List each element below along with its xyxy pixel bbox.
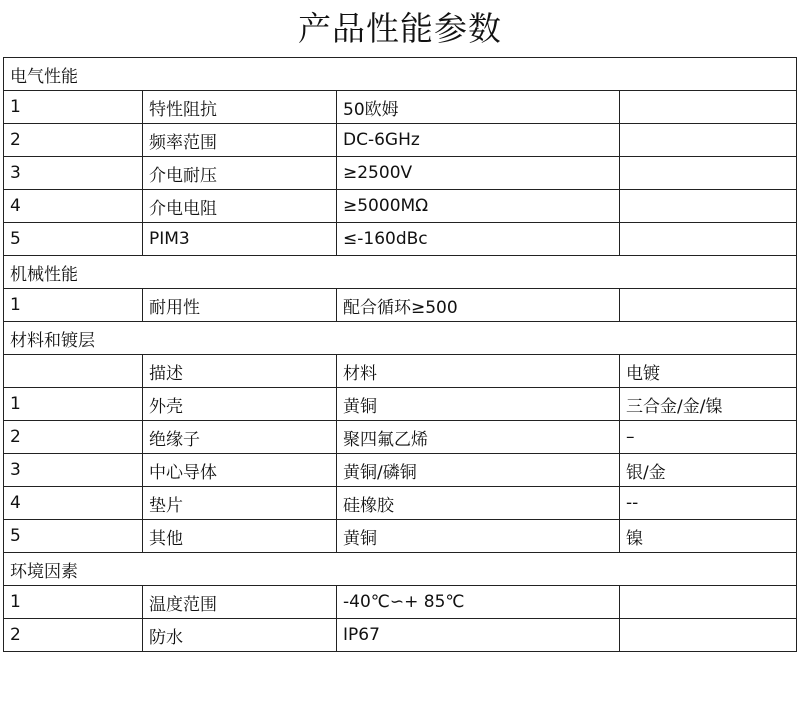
note-cell — [620, 91, 797, 124]
value-cell: 材料 — [337, 355, 620, 388]
section-header-row — [4, 58, 797, 91]
table-row — [4, 619, 797, 652]
parameter-cell: 绝缘子 — [143, 421, 337, 454]
note-cell: – — [620, 421, 797, 454]
parameter-cell: 介电电阻 — [143, 190, 337, 223]
section-title: 电气性能 — [4, 58, 797, 91]
note-cell — [620, 124, 797, 157]
value-cell: 黄铜 — [337, 520, 620, 553]
row-index-cell: 4 — [4, 190, 143, 223]
section-title: 环境因素 — [4, 553, 797, 586]
note-cell: 银/金 — [620, 454, 797, 487]
page-title: 产品性能参数 — [298, 9, 502, 48]
value-cell: 硅橡胶 — [337, 487, 620, 520]
parameter-cell: 特性阻抗 — [143, 91, 337, 124]
note-cell — [620, 157, 797, 190]
note-cell — [620, 190, 797, 223]
table-row — [4, 454, 797, 487]
value-cell: 黄铜 — [337, 388, 620, 421]
spec-table — [3, 57, 797, 652]
parameter-cell: 描述 — [143, 355, 337, 388]
table-row — [4, 124, 797, 157]
note-cell — [620, 619, 797, 652]
row-index-cell: 4 — [4, 487, 143, 520]
value-cell: 黄铜/磷铜 — [337, 454, 620, 487]
parameter-cell: 介电耐压 — [143, 157, 337, 190]
table-row — [4, 355, 797, 388]
parameter-cell: PIM3 — [143, 223, 337, 256]
parameter-cell: 防水 — [143, 619, 337, 652]
note-cell — [620, 223, 797, 256]
parameter-cell: 中心导体 — [143, 454, 337, 487]
parameter-cell: 外壳 — [143, 388, 337, 421]
parameter-cell: 其他 — [143, 520, 337, 553]
value-cell: 50欧姆 — [337, 91, 620, 124]
row-index-cell — [4, 355, 143, 388]
row-index-cell: 3 — [4, 157, 143, 190]
table-row — [4, 289, 797, 322]
table-row — [4, 421, 797, 454]
table-row — [4, 157, 797, 190]
parameter-cell: 频率范围 — [143, 124, 337, 157]
note-cell: 三合金/金/镍 — [620, 388, 797, 421]
spec-table-body — [4, 58, 797, 652]
row-index-cell: 1 — [4, 388, 143, 421]
table-row — [4, 190, 797, 223]
value-cell: 配合循环≥500 — [337, 289, 620, 322]
table-row — [4, 487, 797, 520]
table-row — [4, 586, 797, 619]
note-cell: 镍 — [620, 520, 797, 553]
row-index-cell: 1 — [4, 586, 143, 619]
parameter-cell: 耐用性 — [143, 289, 337, 322]
table-row — [4, 223, 797, 256]
section-header-row — [4, 256, 797, 289]
table-row — [4, 388, 797, 421]
section-title: 机械性能 — [4, 256, 797, 289]
value-cell: DC-6GHz — [337, 124, 620, 157]
value-cell: IP67 — [337, 619, 620, 652]
row-index-cell: 1 — [4, 289, 143, 322]
row-index-cell: 2 — [4, 619, 143, 652]
value-cell: 聚四氟乙烯 — [337, 421, 620, 454]
note-cell: 电镀 — [620, 355, 797, 388]
value-cell: ≥2500V — [337, 157, 620, 190]
section-header-row — [4, 553, 797, 586]
section-title: 材料和镀层 — [4, 322, 797, 355]
row-index-cell: 2 — [4, 124, 143, 157]
parameter-cell: 垫片 — [143, 487, 337, 520]
note-cell — [620, 586, 797, 619]
row-index-cell: 2 — [4, 421, 143, 454]
note-cell: -- — [620, 487, 797, 520]
row-index-cell: 5 — [4, 520, 143, 553]
table-row — [4, 520, 797, 553]
section-header-row — [4, 322, 797, 355]
row-index-cell: 1 — [4, 91, 143, 124]
value-cell: ≤-160dBc — [337, 223, 620, 256]
value-cell: ≥5000MΩ — [337, 190, 620, 223]
row-index-cell: 5 — [4, 223, 143, 256]
parameter-cell: 温度范围 — [143, 586, 337, 619]
value-cell: -40℃∽+ 85℃ — [337, 586, 620, 619]
note-cell — [620, 289, 797, 322]
table-row — [4, 91, 797, 124]
row-index-cell: 3 — [4, 454, 143, 487]
